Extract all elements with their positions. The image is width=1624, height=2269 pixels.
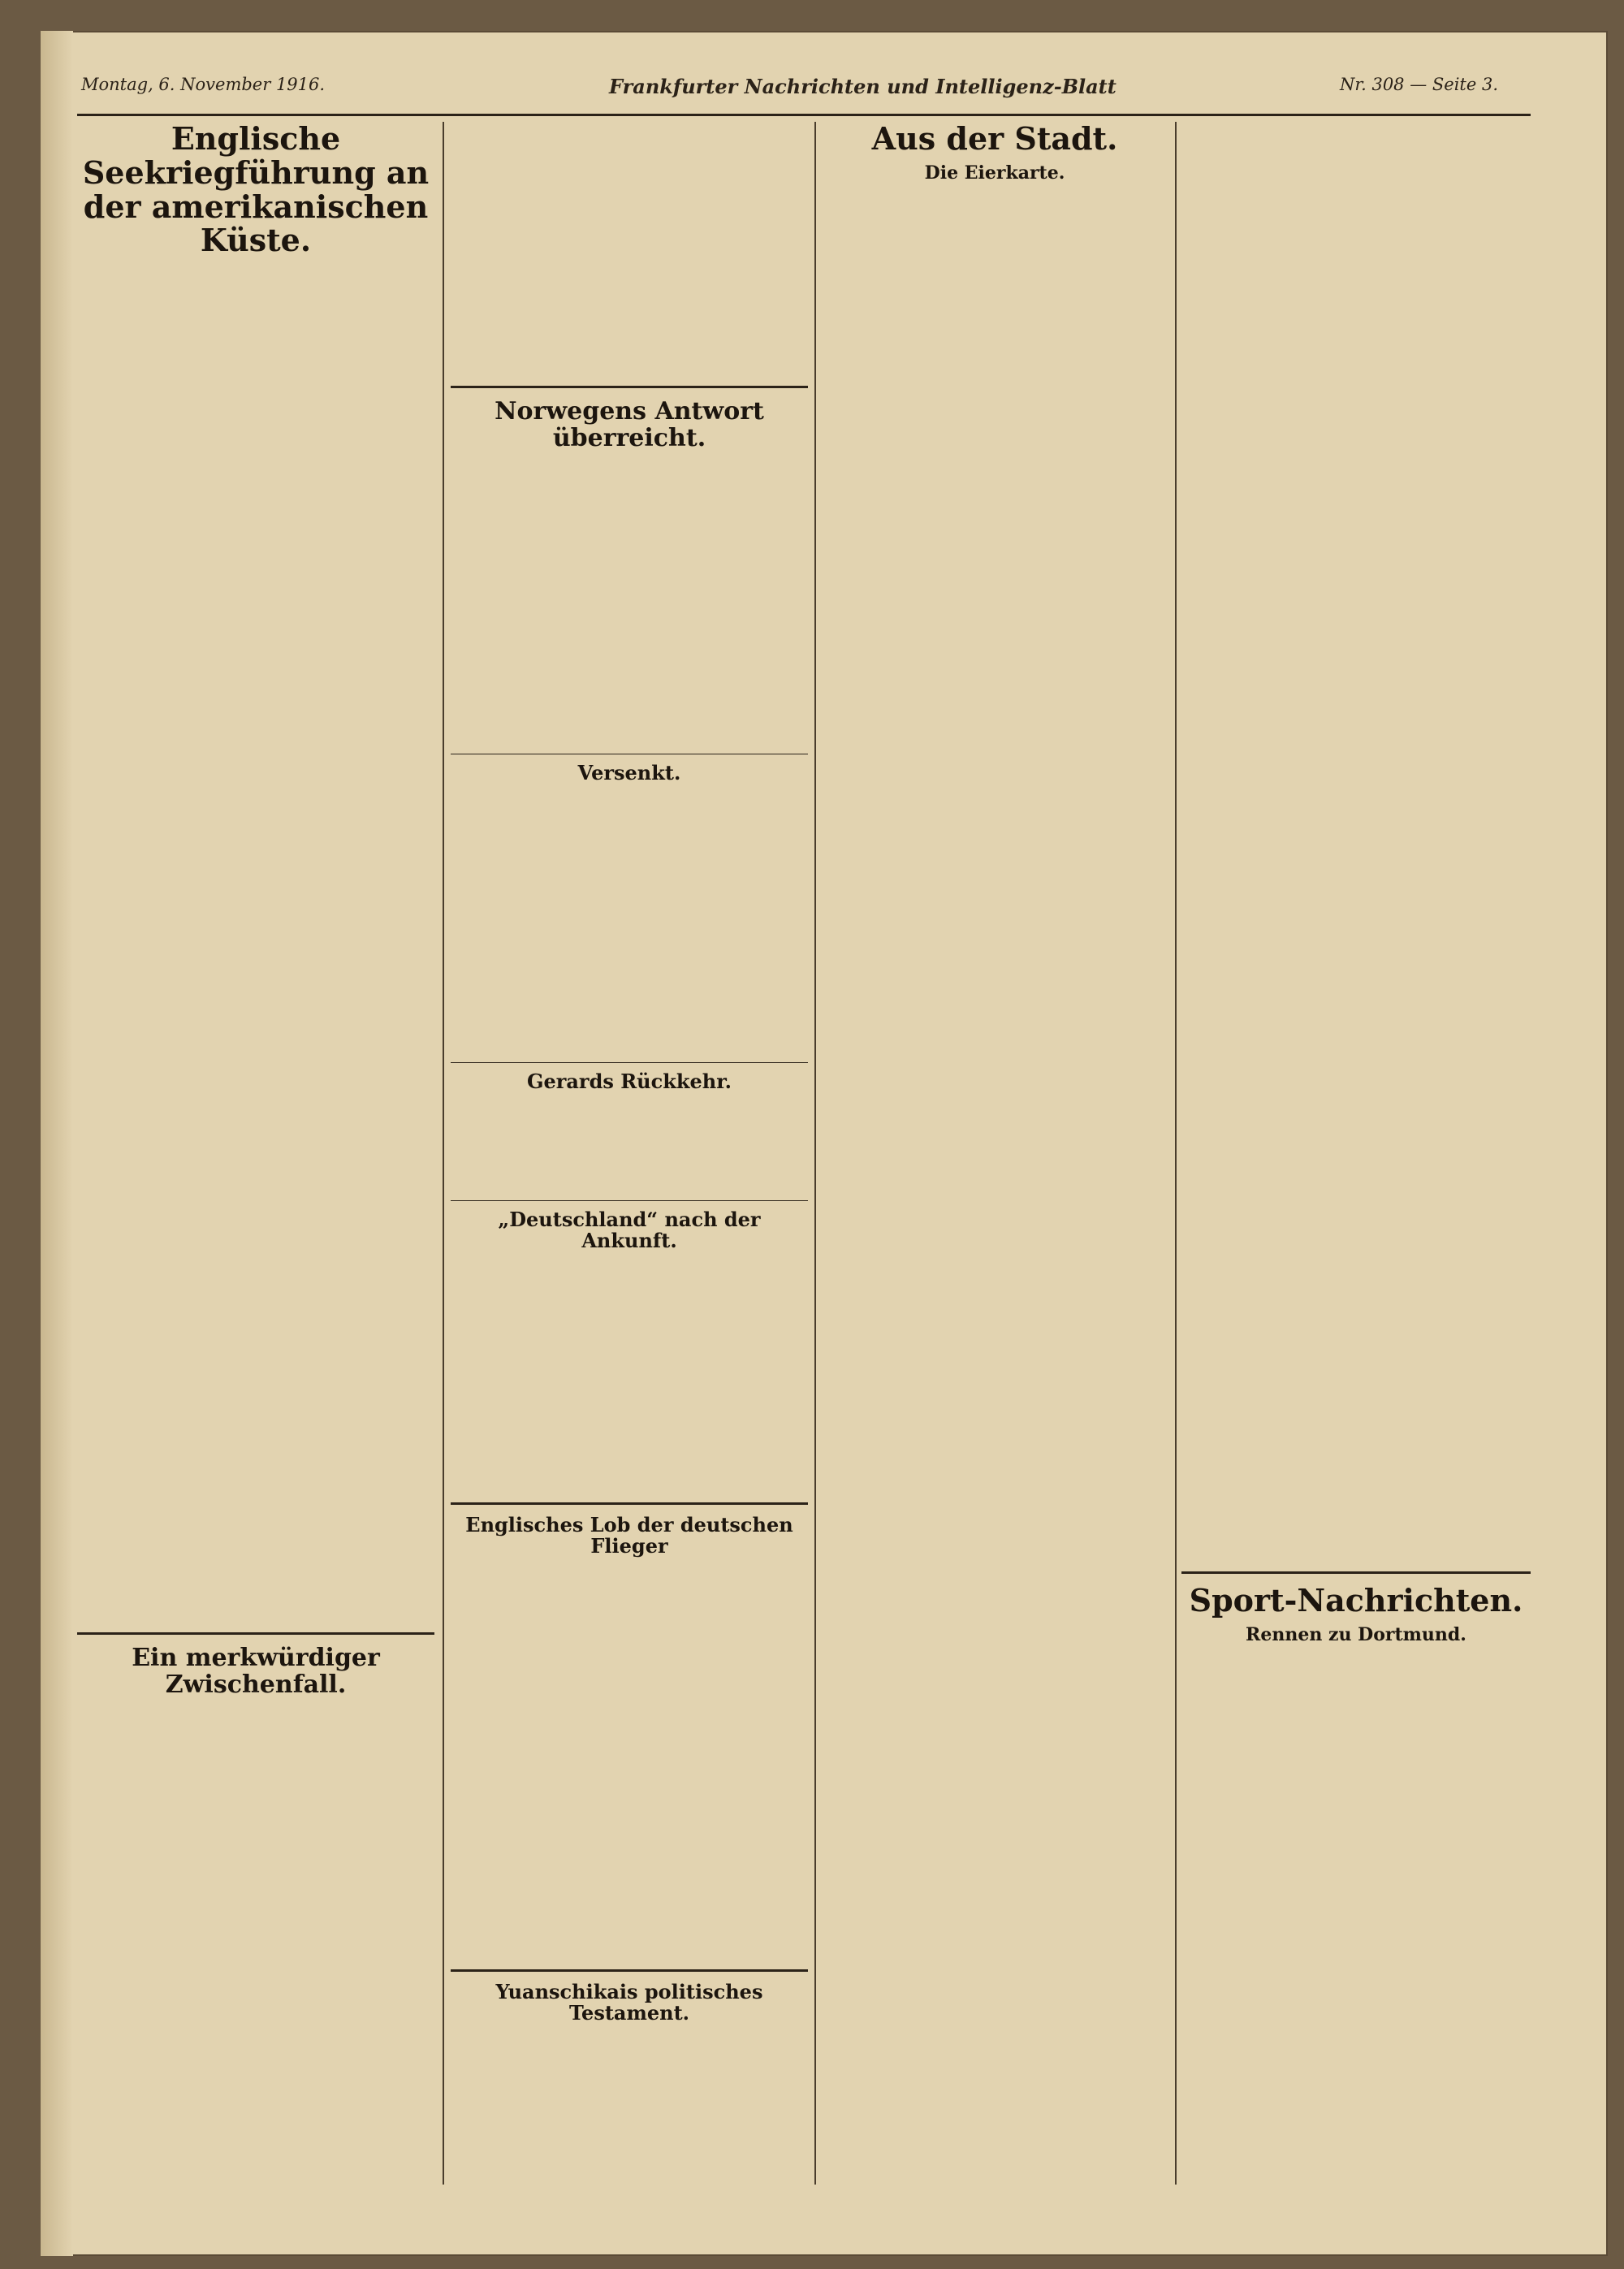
article-separator [1181, 1571, 1531, 1574]
column-divider [814, 122, 816, 2185]
article-headline: Gerards Rückkehr. [526, 1070, 732, 1093]
article-subheadline: Die Eierkarte. [924, 162, 1065, 184]
section-headline: Sport-Nachrichten. [1189, 1582, 1523, 1619]
article-separator [451, 1969, 808, 1972]
article-headline: Versenkt. [577, 761, 681, 784]
article-separator [451, 1200, 808, 1201]
issue-date: Montag, 6. November 1916. [81, 75, 326, 94]
article-headline: Yuanschikais politisches Testament. [495, 1980, 763, 2025]
section-headline: Aus der Stadt. [871, 122, 1118, 157]
article-headline: Englisches Lob der deutschen Flieger [465, 1513, 793, 1558]
article-separator [77, 1632, 434, 1635]
article-headline: Ein merkwürdiger Zwischenfall. [132, 1644, 380, 1699]
column-3 [820, 122, 1169, 2185]
article-subheadline: Rennen zu Dortmund. [1246, 1623, 1466, 1645]
newspaper-title: Frankfurter Nachrichten und Intelligenz-Blatt [609, 75, 1116, 98]
column-2 [451, 122, 808, 2185]
column-4 [1181, 122, 1531, 2185]
article-separator [451, 386, 808, 388]
page-number: Nr. 308 — Seite 3. [1340, 75, 1498, 94]
header-rule [77, 114, 1531, 116]
article-separator [451, 1062, 808, 1063]
article-headline: Norwegens Antwort überreicht. [495, 397, 764, 452]
article-headline: Englische Seekriegführung an der amerikanischen Küste. [82, 122, 430, 259]
column-divider [1175, 122, 1177, 2185]
article-headline: „Deutschland“ nach der Ankunft. [498, 1208, 761, 1253]
article-separator [451, 1502, 808, 1505]
column-1 [77, 122, 434, 2185]
page-fold-shadow [41, 31, 73, 2256]
column-divider [443, 122, 444, 2185]
